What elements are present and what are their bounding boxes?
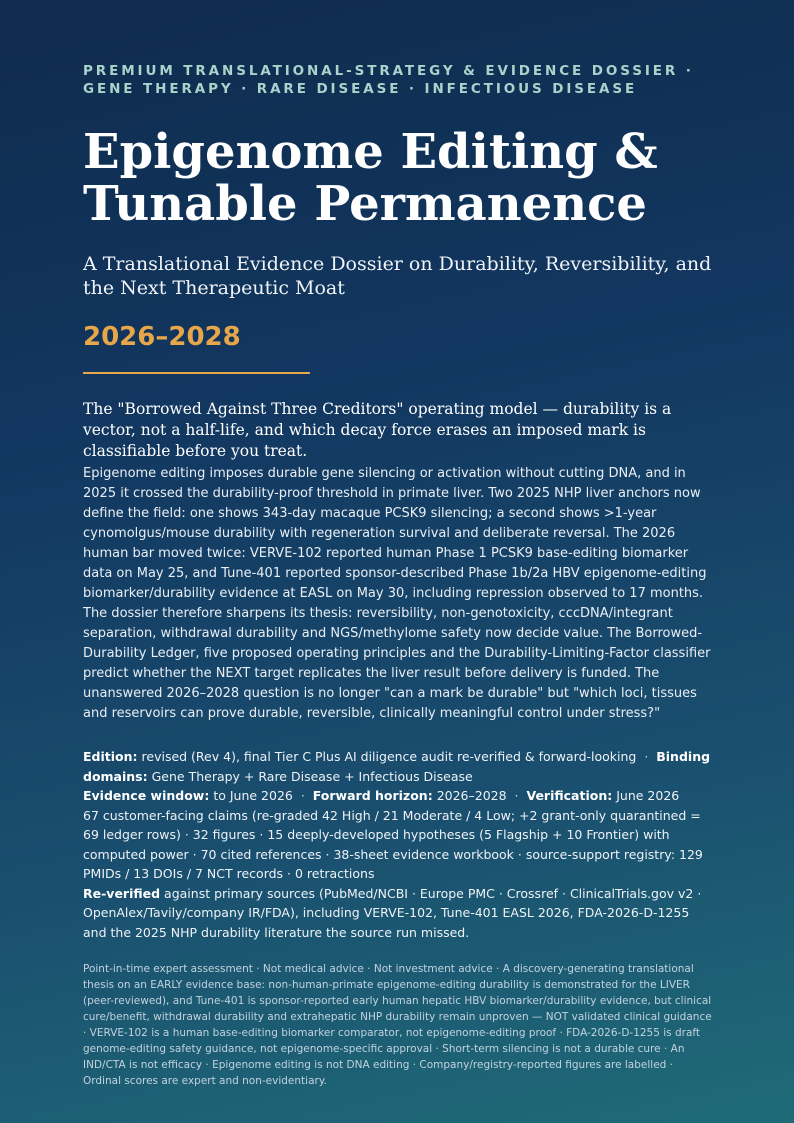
disclaimer: Point-in-time expert assessment · Not medical advice · Not investment advice · A discovery-generating translational thesis on an EARLY evidence base: non-human-primate epigenome-editing durability is demonstrated for the LIVER (peer-reviewed), and Tune-401 is sponsor-reported early human hepatic HBV biomarker/durability evidence, but clinical cure/benefit, withdrawal durability and extrahepatic NHP durability remain unproven — NOT validated clinical guidance · VERVE-102 is a human base-editing biomarker comparator, not epigenome-editing proof · FDA-2026-D-1255 is draft genome-editing safety guidance, not epigenome-specific approval · Short-term silencing is not a durable cure · An IND/CTA is not efficacy · Epigenome editing is not DNA editing · Company/registry-reported figures are labelled · Ordinal scores are expert and non-evidentiary. [83,963,712,1087]
window-label: Evidence window: [83,788,210,803]
binding-label: Binding domains: [83,749,711,784]
horizon-label: Forward horizon: [312,788,433,803]
accent-divider [83,372,310,374]
edition-metadata [83,747,713,942]
verification-label: Verification: [526,788,613,803]
edition-label: Edition: [83,749,138,764]
kicker [83,62,713,98]
binding-value: Gene Therapy + Rare Disease + Infectious Disease [151,768,473,784]
window-line [83,786,713,806]
horizon-value: 2026–2028 [436,788,507,803]
year-range: 2026–2028 [83,322,241,352]
subtitle: A Translational Evidence Dossier on Durability, Reversibility, and the Next Therapeutic Moat [83,253,712,299]
separator: · [514,788,519,803]
reverified-line [83,884,713,943]
reverified-value: against primary sources (PubMed/NCBI · Europe PMC · Crossref · ClinicalTrials.gov v2 · OpenAlex/Tavily/company IR/FDA), including VERVE-102, Tune-401 EASL 2026, FDA-2026-D-1255 and the 2025 NHP durability literature the source run missed. [83,885,702,940]
lead-statement: The "Borrowed Against Three Creditors" operating model — durability is a vector, not a half-life, and which decay force erases an imposed mark is classifiable before you treat. [83,400,672,460]
window-value: to June 2026 [213,788,293,803]
page-title [83,126,713,230]
title-line-2: Tunable Permanence [83,176,647,232]
counts-line: 67 customer-facing claims (re-graded 42 High / 21 Moderate / 4 Low; +2 grant-only quarantined = 69 ledger rows) · 32 figures · 15 deeply-developed hypotheses (5 Flagship + 10 Frontier) with computed power · 70 cited references · 38-sheet evidence workbook · source-support registry: 129 PMIDs / 13 DOIs / 7 NCT records · 0 retractions [83,807,703,881]
separator: · [300,788,305,803]
summary-paragraph: Epigenome editing imposes durable gene silencing or activation without cutting DNA, and in 2025 it crossed the durability-proof threshold in primate liver. Two 2025 NHP liver anchors now define the field: one shows 343-day macaque PCSK9 silencing; a second shows >1-year cynomolgus/mouse durability with regeneration survival and deliberate reversal. The 2026 human bar moved twice: VERVE-102 reported human Phase 1 PCSK9 base-editing biomarker data on May 25, and Tune-401 reported sponsor-described Phase 1b/2a HBV epigenome-editing biomarker/durability evidence at EASL on May 30, including repression observed to 17 months. The dossier therefore sharpens its thesis: reversibility, non-genotoxicity, cccDNA/integrant separation, withdrawal durability and NGS/methylome safety now decide value. The Borrowed-Durability Ledger, five proposed operating principles and the Durability-Limiting-Factor classifier predict whether the NEXT target replicates the liver result before delivery is funded. The unanswered 2026–2028 question is no longer "can a mark be durable" but "which loci, tissues and reservoirs can prove durable, reversible, clinically meaningful control under stress?" [83,466,711,721]
kicker-line-1: PREMIUM TRANSLATIONAL-STRATEGY & EVIDENCE DOSSIER · [83,63,694,79]
separator: · [644,749,649,764]
title-line-1: Epigenome Editing & [83,124,658,180]
edition-line [83,747,713,786]
cover-page [83,62,713,1089]
reverified-label: Re-verified [83,885,161,901]
edition-value: revised (Rev 4), final Tier C Plus AI diligence audit re-verified & forward-looking [141,749,637,764]
kicker-line-2: GENE THERAPY · RARE DISEASE · INFECTIOUS DISEASE [83,81,638,97]
verification-value: June 2026 [616,788,680,803]
